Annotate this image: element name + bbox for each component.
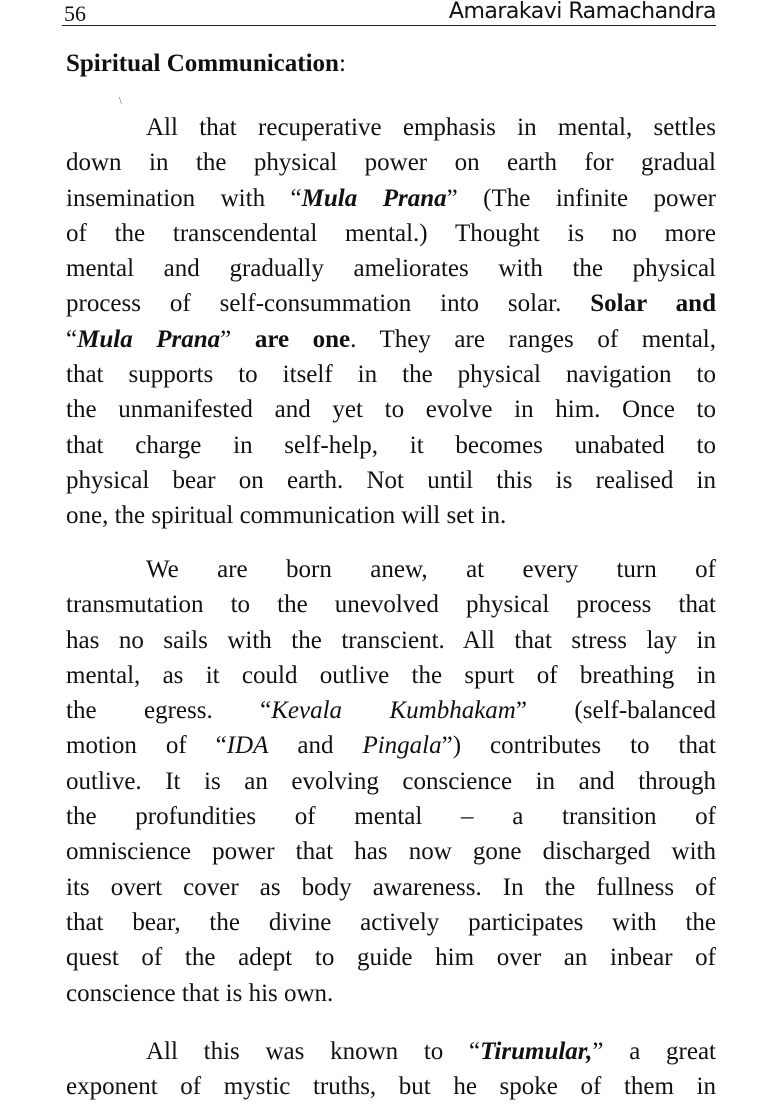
text-segment: mental, as it could outlive the spurt of breathing in: [66, 661, 716, 689]
section-title: [66, 50, 346, 78]
text-line: [66, 181, 716, 216]
text-segment: the profundities of mental – a transition of: [66, 803, 716, 831]
text-line: [66, 764, 716, 799]
text-line: [66, 498, 716, 533]
text-line: [66, 110, 716, 145]
text-segment: that charge in self-help, it becomes unabated to: [66, 431, 716, 459]
text-segment: has no sails with the transcient. All that stress lay in: [66, 626, 716, 654]
text-line: [66, 658, 716, 693]
text-segment: conscience that is his own.: [66, 979, 334, 1007]
text-segment: ”) contributes to that: [441, 732, 716, 760]
text-segment: that bear, the divine actively participates with the: [66, 908, 716, 936]
text-line: [66, 392, 716, 427]
text-segment: of the transcendental mental.) Thought is no more: [66, 219, 716, 247]
text-line: [66, 940, 716, 975]
text-line: [66, 905, 716, 940]
section-title-text: Spiritual Communication: [66, 50, 339, 77]
text-segment: mental and gradually ameliorates with the physical: [66, 255, 716, 283]
text-line: [66, 1034, 716, 1069]
text-segment: Mula Prana: [301, 184, 447, 212]
text-line: [66, 693, 716, 728]
text-segment: We are born anew, at every turn of: [146, 556, 716, 583]
text-line: [66, 976, 716, 1011]
text-line: [66, 799, 716, 834]
text-line: [66, 428, 716, 463]
text-segment: Tirumular,: [480, 1038, 593, 1065]
text-segment: motion of “: [66, 732, 227, 760]
text-segment: ”: [220, 325, 255, 353]
text-line: [66, 1069, 716, 1104]
text-segment: down in the physical power on earth for gradual: [66, 149, 716, 177]
text-line: [66, 728, 716, 763]
paragraph: [66, 552, 716, 1011]
text-segment: “: [66, 325, 78, 353]
text-segment: one, the spiritual communication will set in.: [66, 502, 507, 530]
text-segment: ” (The infinite power: [446, 184, 716, 212]
text-line: [66, 216, 716, 251]
page-header: [62, 0, 716, 26]
paragraph: [66, 110, 716, 534]
text-segment: outlive. It is an evolving conscience in and through: [66, 767, 716, 795]
running-head: Amarakavi Ramachandra: [448, 0, 716, 24]
text-line: [66, 587, 716, 622]
text-line: [66, 552, 716, 587]
text-segment: process of self-consummation into solar.: [66, 290, 591, 318]
text-segment: omniscience power that has now gone discharged with: [66, 838, 716, 866]
text-segment: quest of the adept to guide him over an inbear of: [66, 944, 716, 972]
text-segment: the unmanifested and yet to evolve in him. Once to: [66, 396, 716, 424]
section-title-colon: :: [338, 50, 346, 77]
text-segment: physical bear on earth. Not until this is realised in: [66, 466, 716, 494]
text-segment: transmutation to the unevolved physical process that: [66, 591, 716, 619]
text-segment: exponent of mystic truths, but he spoke of them in: [66, 1073, 716, 1101]
text-line: [66, 251, 716, 286]
text-segment: ” (self-balanced: [515, 697, 716, 725]
text-line: [66, 463, 716, 498]
page-number: 56: [64, 1, 86, 26]
text-line: [66, 870, 716, 905]
paragraph: [66, 1034, 716, 1105]
text-line: [66, 322, 716, 357]
text-line: [66, 834, 716, 869]
text-line: [66, 357, 716, 392]
text-segment: Solar and: [590, 290, 716, 318]
text-segment: Kevala Kumbhakam: [271, 697, 516, 725]
text-segment: insemination with “: [66, 184, 302, 212]
text-segment: the egress. “: [66, 697, 272, 725]
text-segment: All this was known to “: [146, 1038, 481, 1065]
stray-mark: \: [119, 96, 122, 107]
text-line: [66, 623, 716, 658]
text-segment: ” a great: [592, 1038, 716, 1065]
text-segment: Mula Prana: [77, 325, 221, 353]
text-segment: that supports to itself in the physical navigation to: [66, 361, 716, 389]
text-segment: its overt cover as body awareness. In the fullness of: [66, 873, 716, 901]
text-line: [66, 145, 716, 180]
text-segment: IDA: [226, 732, 269, 760]
text-segment: Pingala: [362, 732, 442, 760]
text-line: [66, 286, 716, 321]
text-segment: and: [268, 732, 363, 760]
text-segment: are one: [254, 325, 351, 353]
text-segment: . They are ranges of mental,: [350, 325, 716, 353]
text-segment: All that recuperative emphasis in mental, settles: [146, 114, 716, 141]
